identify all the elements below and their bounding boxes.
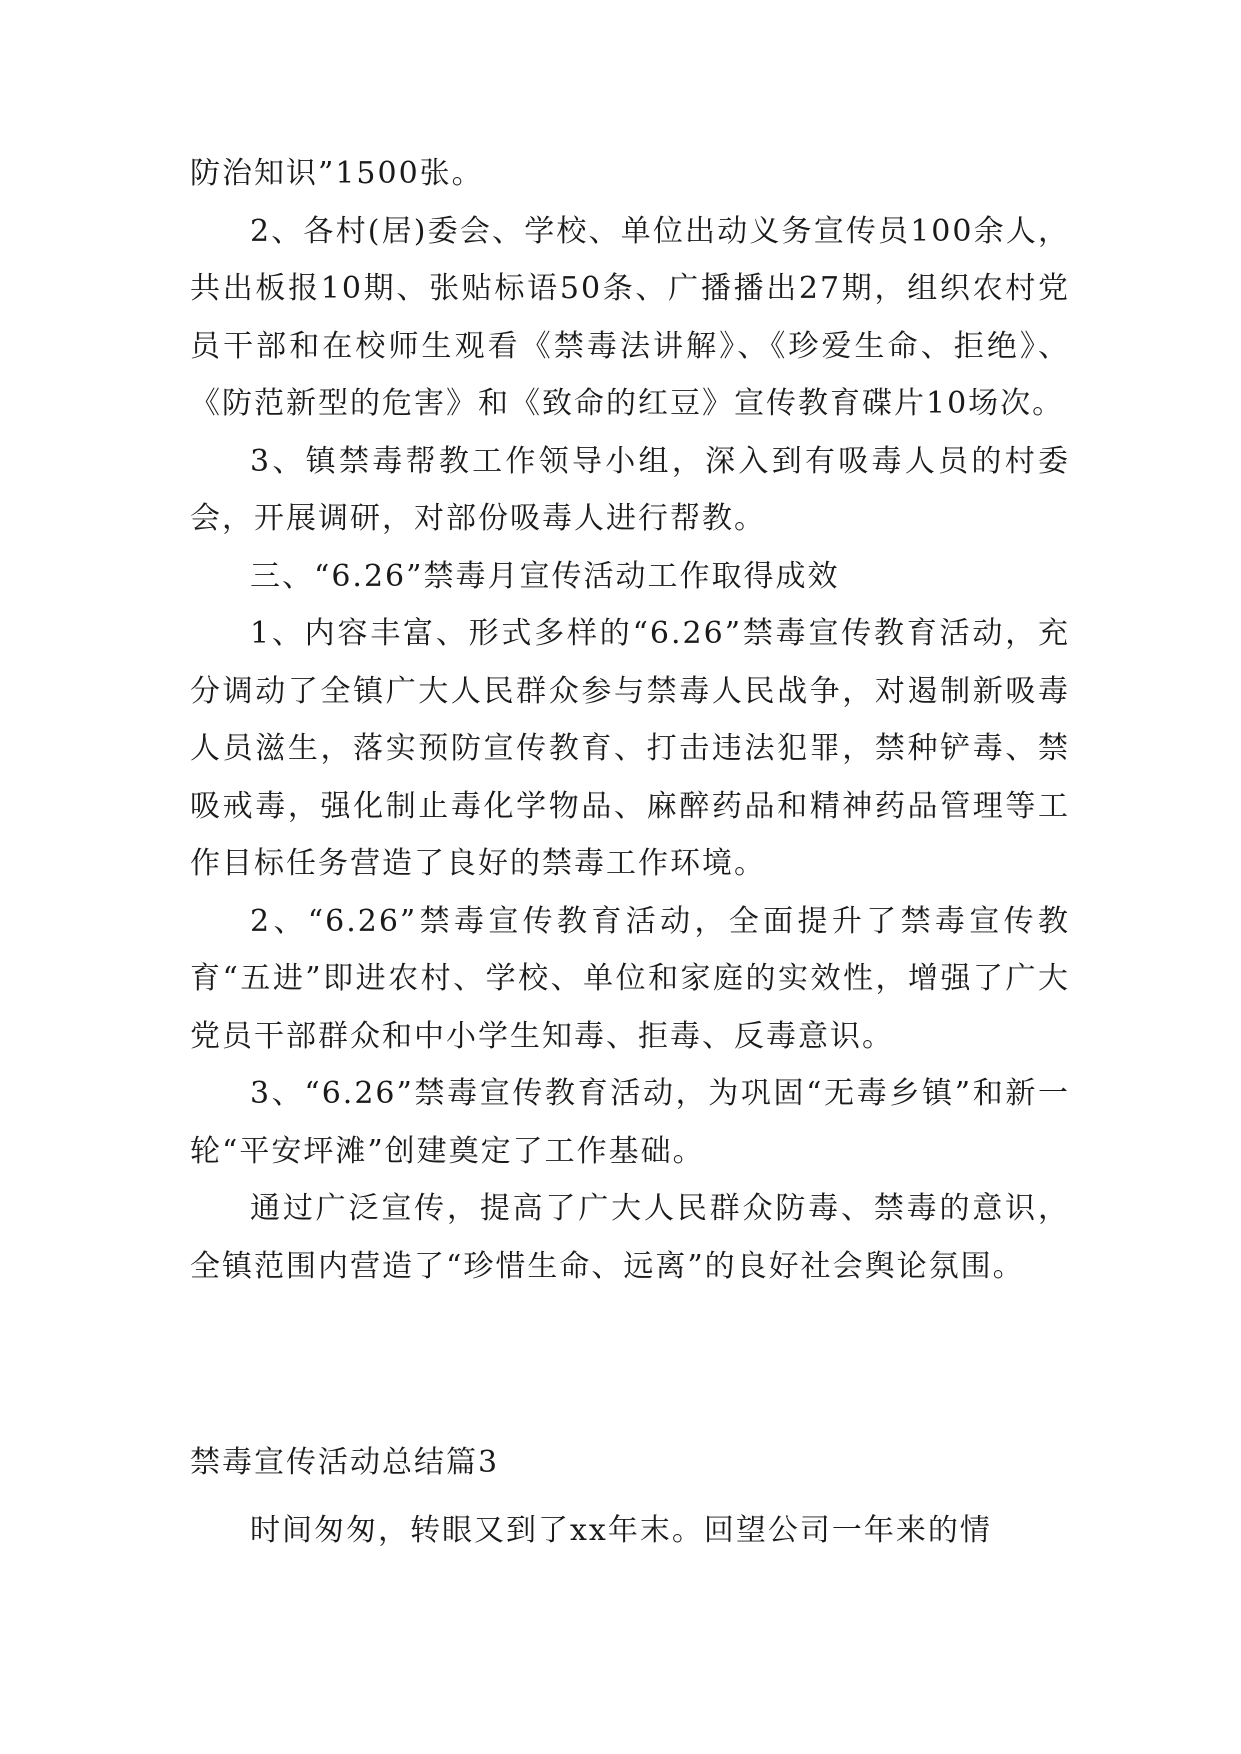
body-text xyxy=(190,145,1070,1295)
paragraph-result-3: 3、“6.26”禁毒宣传教育活动，为巩固“无毒乡镇”和新一轮“平安坪滩”创建奠定了工作基础。 xyxy=(190,1076,1070,1169)
section-heading-3: 三、“6.26”禁毒月宣传活动工作取得成效 xyxy=(250,558,840,594)
paragraph-item-2: 2、各村(居)委会、学校、单位出动义务宣传员100余人，共出板报10期、张贴标语50条、广播播出27期，组织农村党员干部和在校师生观看《禁毒法讲解》、《珍爱生命、拒绝》、《防范新型的危害》和《致命的红豆》宣传教育碟片10场次。 xyxy=(190,213,1070,421)
article-intro: 时间匆匆，转眼又到了xx年末。回望公司一年来的情 xyxy=(250,1513,992,1548)
paragraph-conclusion: 通过广泛宣传，提高了广大人民群众防毒、禁毒的意识，全镇范围内营造了“珍惜生命、远离”的良好社会舆论氛围。 xyxy=(190,1191,1070,1284)
paragraph-result-2: 2、“6.26”禁毒宣传教育活动，全面提升了禁毒宣传教育“五进”即进农村、学校、单位和家庭的实效性，增强了广大党员干部群众和中小学生知毒、拒毒、反毒意识。 xyxy=(190,903,1070,1054)
paragraph-continuation: 防治知识”1500张。 xyxy=(190,156,484,191)
article-title: 禁毒宣传活动总结篇3 xyxy=(190,1445,500,1480)
paragraph-result-1: 1、内容丰富、形式多样的“6.26”禁毒宣传教育活动，充分调动了全镇广大人民群众参与禁毒人民战争，对遏制新吸毒人员滋生，落实预防宣传教育、打击违法犯罪，禁种铲毒、禁吸戒毒，强化制止毒化学物品、麻醉药品和精神药品管理等工作目标任务营造了良好的禁毒工作环境。 xyxy=(190,616,1070,881)
paragraph-item-3: 3、镇禁毒帮教工作领导小组，深入到有吸毒人员的村委会，开展调研，对部份吸毒人进行帮教。 xyxy=(190,443,1070,536)
